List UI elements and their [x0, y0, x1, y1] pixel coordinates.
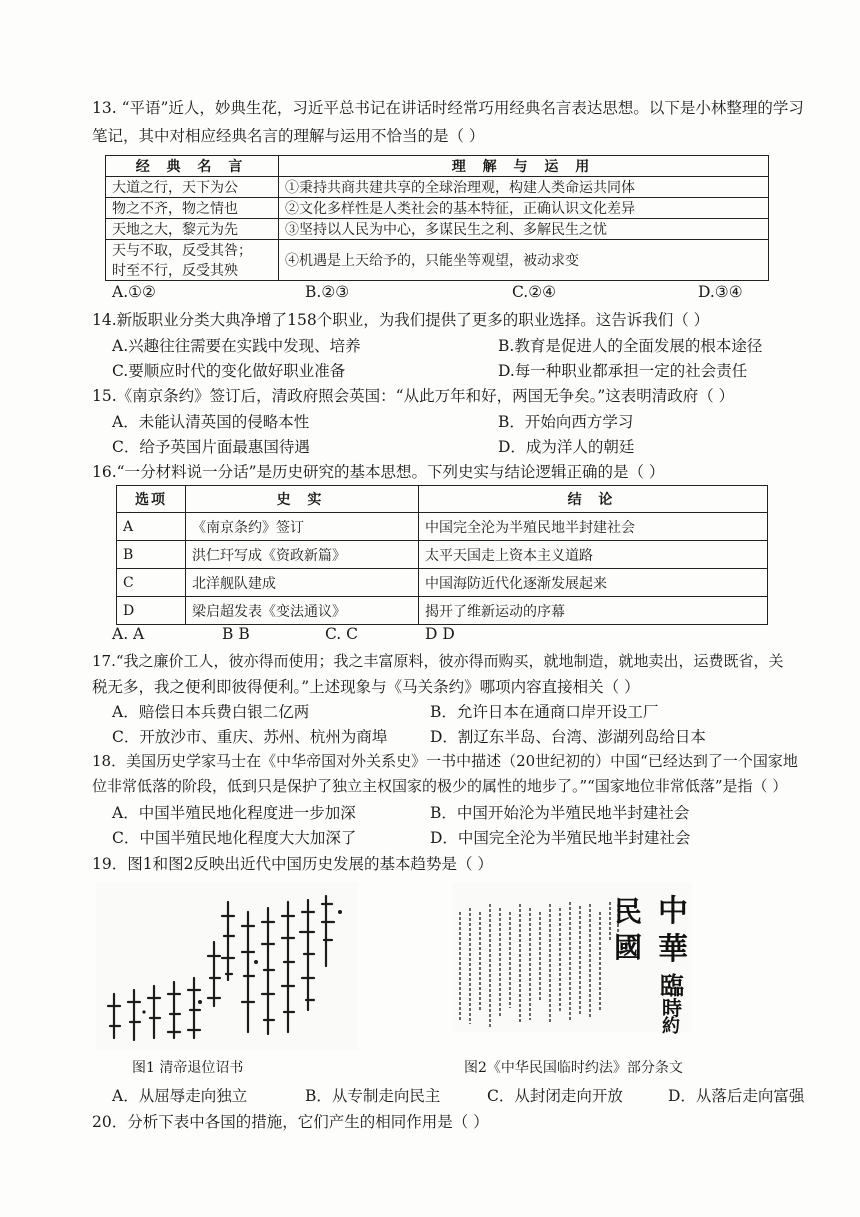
- q17-option-c: C．开放沙市、重庆、苏州、杭州为商埠: [112, 728, 388, 746]
- q13-header-meaning: 理 解 与 运 用: [279, 156, 769, 177]
- q16-table: [116, 485, 768, 625]
- title-char: 時: [662, 996, 682, 1020]
- q16-row-conclusion: 太平天国走上资本主义道路: [419, 541, 768, 569]
- q13-meaning: ③坚持以人民为中心，多谋民生之利、多解民生之忧: [279, 219, 769, 240]
- figure-2-title-calligraphy: [610, 886, 720, 1036]
- q19-option-a: A．从屈辱走向独立: [112, 1087, 248, 1105]
- q14-option-b: B.教育是促进人的全面发展的根本途径: [498, 337, 763, 355]
- q13-quote-line2: 时至不行，反受其殃: [112, 263, 238, 279]
- q17-option-a: A．赔偿日本兵费白银二亿两: [112, 703, 310, 721]
- q18-option-c: C．中国半殖民地化程度大大加深了: [112, 829, 357, 847]
- q18-option-a: A．中国半殖民地化程度进一步加深: [112, 804, 356, 822]
- q16-row-fact: 梁启超发表《变法通议》: [186, 597, 419, 625]
- q15-option-a: A．未能认清英国的侵略本性: [112, 413, 310, 431]
- q16-row-fact: 《南京条约》签订: [186, 513, 419, 541]
- q16-row-fact: 洪仁玕写成《资政新篇》: [186, 541, 419, 569]
- q13-option-c: C.②④: [512, 283, 557, 301]
- q16-stem: 16.“一分材料说一分话”是历史研究的基本思想。下列史实与结论逻辑正确的是（ ）: [92, 463, 665, 481]
- q15-option-b: B．开始向西方学习: [498, 413, 634, 431]
- title-char: 約: [662, 1016, 680, 1037]
- q13-option-b: B.②③: [305, 283, 350, 301]
- title-char: 國: [614, 931, 643, 964]
- q15-option-c: C．给予英国片面最惠国待遇: [112, 438, 310, 456]
- q19-option-d: D．从落后走向富强: [668, 1087, 805, 1105]
- q16-header-conclusion: 结 论: [419, 486, 768, 513]
- q18-stem-line2: 位非常低落的阶段，低到只是保护了独立主权国家的极少的属性的地步了。”“国家地位非常低落”是指（ ）: [92, 777, 788, 795]
- title-char: 中: [658, 894, 688, 929]
- q16-row-option: A: [117, 513, 186, 541]
- q17-stem-line1: 17.“我之廉价工人，彼亦得而使用；我之丰富原料，彼亦得而购买，就地制造，就地卖出，运费既省，关: [92, 652, 784, 670]
- q16-row-option: C: [117, 569, 186, 597]
- q19-option-b: B．从专制走向民主: [305, 1087, 441, 1105]
- q17-option-d: D．割辽东半岛、台湾、澎湖列岛给日本: [430, 728, 706, 746]
- q16-row-option: B: [117, 541, 186, 569]
- title-char: 民: [614, 895, 643, 928]
- q17-option-b: B．允许日本在通商口岸开设工厂: [430, 703, 659, 721]
- q14-option-c: C.要顺应时代的变化做好职业准备: [112, 362, 346, 380]
- q13-quote: 物之不齐，物之情也: [106, 198, 279, 219]
- q16-option-a: A. A: [112, 625, 145, 643]
- figure-1-abdication-edict-image: [96, 882, 358, 1050]
- q13-quote: 天地之大，黎元为先: [106, 219, 279, 240]
- q13-option-d: D.③④: [698, 283, 743, 301]
- q18-option-d: D．中国完全沦为半殖民地半封建社会: [430, 829, 691, 847]
- q18-option-b: B．中国开始沦为半殖民地半封建社会: [430, 804, 690, 822]
- q18-stem-line1: 18．美国历史学家马士在《中华帝国对外关系史》一书中描述（20世纪初的）中国“已经达到了一个国家地: [92, 752, 798, 770]
- q16-option-c: C. C: [325, 625, 359, 643]
- q16-row-conclusion: 中国完全沦为半殖民地半封建社会: [419, 513, 768, 541]
- q13-meaning: ①秉持共商共建共享的全球治理观，构建人类命运共同体: [279, 177, 769, 198]
- q16-row-conclusion: 揭开了维新运动的序幕: [419, 597, 768, 625]
- q19-stem: 19．图1和图2反映出近代中国历史发展的基本趋势是（ ）: [92, 855, 493, 873]
- q16-row-fact: 北洋舰队建成: [186, 569, 419, 597]
- q13-header-quote: 经 典 名 言: [106, 156, 279, 177]
- calligraphy-columns-icon: [96, 882, 358, 1050]
- q16-option-d: D D: [425, 625, 455, 643]
- q16-option-b: B B: [222, 625, 250, 643]
- figure-2-caption: 图2《中华民国临时约法》部分条文: [464, 1060, 683, 1076]
- q13-quote-line1: 天与不取，反受其咎；: [112, 243, 252, 259]
- q13-meaning: ④机遇是上天给予的，只能坐等观望，被动求变: [279, 240, 769, 281]
- q16-header-option: 选项: [117, 486, 186, 513]
- title-char: 臨: [660, 971, 684, 1000]
- q13-stem-line1: 13. “平语”近人，妙典生花，习近平总书记在讲话时经常巧用经典名言表达思想。以下是小林整理的学习: [92, 99, 804, 117]
- q13-quote: 大道之行，天下为公: [106, 177, 279, 198]
- q13-stem-line2: 笔记，其中对相应经典名言的理解与运用不恰当的是（ ）: [92, 127, 485, 145]
- q13-table: [105, 155, 769, 281]
- q16-header-fact: 史 实: [186, 486, 419, 513]
- q17-stem-line2: 税无多，我之便利即彼得便利。”上述现象与《马关条约》哪项内容直接相关（ ）: [92, 678, 640, 696]
- figure-1-caption: 图1 清帝退位诏书: [132, 1060, 244, 1076]
- q19-option-c: C．从封闭走向开放: [487, 1087, 623, 1105]
- title-char: 華: [658, 932, 688, 967]
- q15-option-d: D．成为洋人的朝廷: [498, 438, 635, 456]
- q15-stem: 15.《南京条约》签订后，清政府照会英国：“从此万年和好，两国无争矣。”这表明清政府（ ）: [92, 387, 735, 405]
- q16-row-option: D: [117, 597, 186, 625]
- q14-option-d: D.每一种职业都承担一定的社会责任: [498, 362, 748, 380]
- q16-row-conclusion: 中国海防近代化逐渐发展起来: [419, 569, 768, 597]
- q14-option-a: A.兴趣往往需要在实践中发现、培养: [112, 337, 361, 355]
- q13-quote: [106, 240, 279, 281]
- q14-stem: 14.新版职业分类大典净增了158个职业，为我们提供了更多的职业选择。这告诉我们（ ）: [92, 311, 710, 329]
- q20-stem: 20．分析下表中各国的措施，它们产生的相同作用是（ ）: [92, 1113, 489, 1131]
- q13-option-a: A.①②: [112, 283, 156, 301]
- q13-meaning: ②文化多样性是人类社会的基本特征，正确认识文化差异: [279, 198, 769, 219]
